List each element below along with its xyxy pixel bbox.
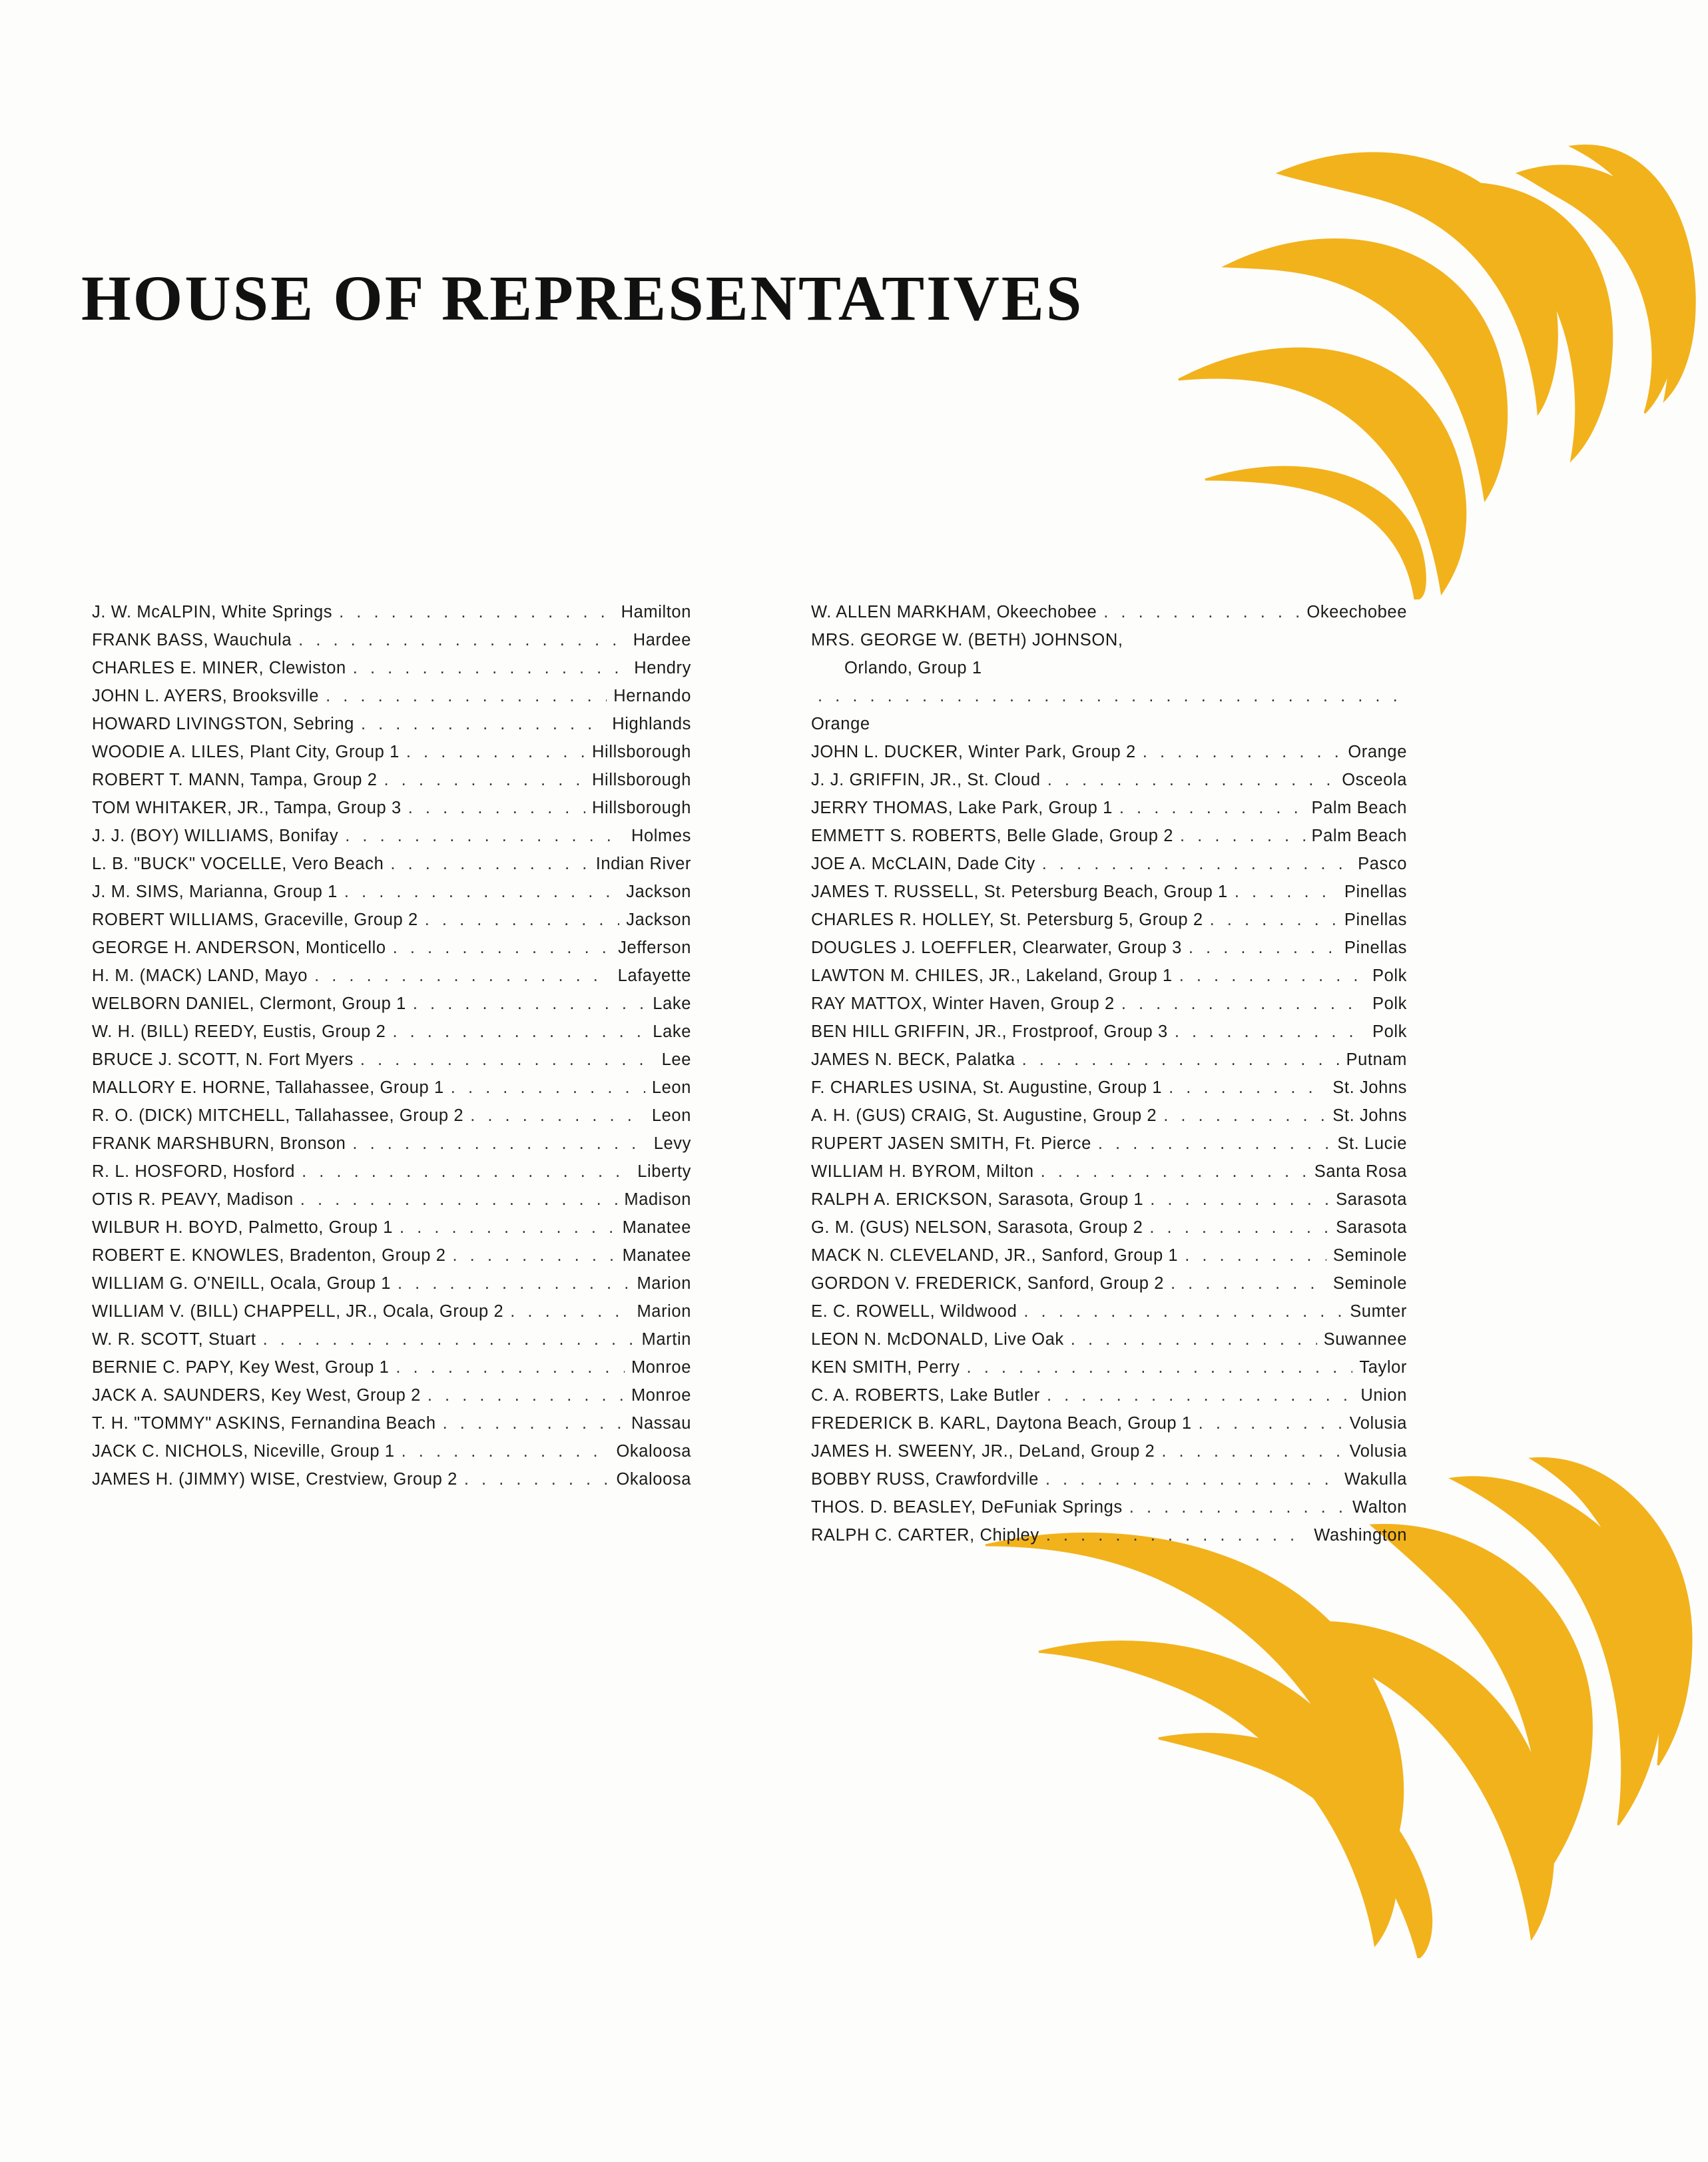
- county-name: Pinellas: [1344, 938, 1407, 957]
- member-name: WOODIE A. LILES, Plant City, Group 1: [92, 743, 400, 761]
- county-name: Volusia: [1349, 1442, 1407, 1461]
- member-entry: [811, 1465, 1407, 1493]
- member-name: J. W. McALPIN, White Springs: [92, 603, 333, 621]
- county-name: St. Johns: [1332, 1106, 1407, 1125]
- member-entry: [811, 1353, 1407, 1381]
- dot-leader: [360, 1046, 655, 1074]
- dot-leader: [1071, 1325, 1317, 1353]
- dot-leader: [1023, 1297, 1343, 1325]
- county-name: Marion: [637, 1274, 691, 1293]
- dot-leader: [1235, 878, 1338, 906]
- member-entry: [811, 1242, 1407, 1269]
- dot-leader: [1161, 1437, 1342, 1465]
- member-name: JOHN L. DUCKER, Winter Park, Group 2: [811, 743, 1136, 761]
- member-entry: [92, 598, 691, 626]
- county-name: Manatee: [622, 1246, 691, 1265]
- county-name: Sumter: [1350, 1302, 1407, 1321]
- county-name: St. Lucie: [1337, 1134, 1407, 1153]
- county-name: Polk: [1372, 966, 1407, 985]
- member-name: W. H. (BILL) REEDY, Eustis, Group 2: [92, 1022, 386, 1041]
- dot-leader: [413, 990, 646, 1018]
- member-entry: [811, 1158, 1407, 1186]
- dot-leader: [1150, 1186, 1329, 1214]
- member-entry: [92, 682, 691, 710]
- county-name: Osceola: [1342, 771, 1407, 789]
- member-name: WILLIAM H. BYROM, Milton: [811, 1162, 1034, 1181]
- dot-leader: [300, 1186, 618, 1214]
- member-entry: [811, 850, 1407, 878]
- page-title: HOUSE OF REPRESENTATIVES: [81, 262, 1084, 334]
- member-entry: [92, 654, 691, 682]
- county-name: Seminole: [1332, 1246, 1407, 1265]
- member-name: LAWTON M. CHILES, JR., Lakeland, Group 1: [811, 966, 1173, 985]
- county-name: Jackson: [626, 883, 691, 901]
- county-name: Okeechobee: [1306, 603, 1407, 621]
- member-name: JOHN L. AYERS, Brooksville: [92, 687, 320, 705]
- member-name: JAMES H. SWEENY, JR., DeLand, Group 2: [811, 1442, 1155, 1461]
- member-name: ROBERT T. MANN, Tampa, Group 2: [92, 771, 378, 789]
- member-entry: [811, 1214, 1407, 1242]
- member-entry: [92, 1381, 691, 1409]
- county-name: Polk: [1372, 994, 1407, 1013]
- member-entry: [92, 934, 691, 962]
- member-entry: [92, 1325, 691, 1353]
- member-name: JACK A. SAUNDERS, Key West, Group 2: [92, 1386, 421, 1405]
- county-name: Sarasota: [1336, 1218, 1407, 1237]
- county-name: Lake: [653, 1022, 691, 1041]
- dot-leader: [392, 1018, 646, 1046]
- county-name: Leon: [651, 1078, 691, 1097]
- member-entry: [811, 934, 1407, 962]
- member-name: BERNIE C. PAPY, Key West, Group 1: [92, 1358, 390, 1377]
- member-entry: [92, 1186, 691, 1214]
- dot-leader: [1041, 1158, 1308, 1186]
- member-name: ROBERT WILLIAMS, Graceville, Group 2: [92, 910, 418, 929]
- county-name: Walton: [1352, 1498, 1407, 1517]
- member-entry: [92, 1297, 691, 1325]
- member-entry: [92, 850, 691, 878]
- member-entry: [811, 1186, 1407, 1214]
- dot-leader: [339, 598, 614, 626]
- county-name: Wakulla: [1344, 1470, 1407, 1489]
- member-name: GEORGE H. ANDERSON, Monticello: [92, 938, 386, 957]
- member-name: BOBBY RUSS, Crawfordville: [811, 1470, 1039, 1489]
- dot-leader: [384, 766, 586, 794]
- member-entry: [811, 1130, 1407, 1158]
- member-name: R. O. (DICK) MITCHELL, Tallahassee, Group 2: [92, 1106, 464, 1125]
- county-name: Monroe: [631, 1358, 691, 1377]
- member-name: TOM WHITAKER, JR., Tampa, Group 3: [92, 799, 402, 817]
- member-name: E. C. ROWELL, Wildwood: [811, 1302, 1017, 1321]
- member-name: JAMES H. (JIMMY) WISE, Crestview, Group 2: [92, 1470, 457, 1489]
- member-entry: [92, 1214, 691, 1242]
- member-entry: [92, 822, 691, 850]
- member-name: BEN HILL GRIFFIN, JR., Frostproof, Group 3: [811, 1022, 1168, 1041]
- member-name: T. H. "TOMMY" ASKINS, Fernandina Beach: [92, 1414, 436, 1433]
- county-name: Jefferson: [618, 938, 691, 957]
- member-name: EMMETT S. ROBERTS, Belle Glade, Group 2: [811, 827, 1173, 845]
- dot-leader: [1098, 1130, 1330, 1158]
- member-name: WILLIAM V. (BILL) CHAPPELL, JR., Ocala, Group 2: [92, 1302, 504, 1321]
- member-name: MACK N. CLEVELAND, JR., Sanford, Group 1: [811, 1246, 1179, 1265]
- dot-leader: [1143, 738, 1342, 766]
- member-name: JACK C. NICHOLS, Niceville, Group 1: [92, 1442, 395, 1461]
- member-entry: [92, 1102, 691, 1130]
- dot-leader: [1189, 934, 1338, 962]
- dot-leader: [1210, 906, 1338, 934]
- county-name: St. Johns: [1332, 1078, 1407, 1097]
- dot-leader: [1047, 766, 1336, 794]
- dot-leader: [1185, 1242, 1326, 1269]
- member-name: MALLORY E. HORNE, Tallahassee, Group 1: [92, 1078, 444, 1097]
- member-name: CHARLES E. MINER, Clewiston: [92, 659, 346, 677]
- county-name: Nassau: [631, 1414, 691, 1433]
- sunburst-ornament-top: [1092, 133, 1705, 599]
- county-name: Okaloosa: [616, 1442, 691, 1461]
- member-entry: [811, 1437, 1407, 1465]
- dot-leader: [402, 1437, 610, 1465]
- dot-leader: [326, 682, 607, 710]
- member-name: JERRY THOMAS, Lake Park, Group 1: [811, 799, 1113, 817]
- dot-leader: [390, 850, 589, 878]
- member-name-continuation: Orlando, Group 1: [844, 659, 982, 677]
- county-name: Taylor: [1359, 1358, 1407, 1377]
- member-entry: [92, 1074, 691, 1102]
- county-name: Monroe: [631, 1386, 691, 1405]
- member-entry: [92, 1409, 691, 1437]
- member-name: C. A. ROBERTS, Lake Butler: [811, 1386, 1040, 1405]
- county-name: Putnam: [1346, 1050, 1407, 1069]
- member-name: H. M. (MACK) LAND, Mayo: [92, 966, 308, 985]
- dot-leader: [396, 1353, 625, 1381]
- dot-leader: [1045, 1465, 1338, 1493]
- member-name: OTIS R. PEAVY, Madison: [92, 1190, 294, 1209]
- dot-leader: [1042, 850, 1351, 878]
- county-name: Hillsborough: [592, 743, 691, 761]
- dot-leader: [302, 1158, 631, 1186]
- county-name: Hernando: [613, 687, 691, 705]
- member-name: J. M. SIMS, Marianna, Group 1: [92, 883, 338, 901]
- member-entry: [92, 1046, 691, 1074]
- member-entry: [811, 822, 1407, 850]
- dot-leader: [353, 654, 627, 682]
- member-name: J. J. (BOY) WILLIAMS, Bonifay: [92, 827, 339, 845]
- member-name: BRUCE J. SCOTT, N. Fort Myers: [92, 1050, 354, 1069]
- dot-leader: [1119, 794, 1305, 822]
- member-entry: [92, 1158, 691, 1186]
- county-name: Okaloosa: [616, 1470, 691, 1489]
- county-name: Lafayette: [617, 966, 691, 985]
- dot-leader: [406, 738, 585, 766]
- member-entry: [92, 710, 691, 738]
- county-name: Madison: [624, 1190, 691, 1209]
- member-name: MRS. GEORGE W. (BETH) JOHNSON,: [811, 631, 1123, 649]
- member-name: WILBUR H. BOYD, Palmetto, Group 1: [92, 1218, 394, 1237]
- member-entry: [811, 1269, 1407, 1297]
- member-name: ROBERT E. KNOWLES, Bradenton, Group 2: [92, 1246, 446, 1265]
- dot-leader: [967, 1353, 1353, 1381]
- county-name: Pinellas: [1344, 883, 1407, 901]
- dot-leader: [425, 906, 620, 934]
- member-entry: [92, 1130, 691, 1158]
- dot-leader: [393, 934, 611, 962]
- member-name: A. H. (GUS) CRAIG, St. Augustine, Group 2: [811, 1106, 1157, 1125]
- county-name: Hillsborough: [592, 799, 691, 817]
- member-entry: [811, 1074, 1407, 1102]
- member-entry: [92, 1242, 691, 1269]
- county-name: Santa Rosa: [1314, 1162, 1407, 1181]
- dot-leader: [464, 1465, 610, 1493]
- dot-leader: [1047, 1381, 1354, 1409]
- member-name: DOUGLES J. LOEFFLER, Clearwater, Group 3: [811, 938, 1182, 957]
- member-entry: [811, 906, 1407, 934]
- member-name: CHARLES R. HOLLEY, St. Petersburg 5, Group 2: [811, 910, 1203, 929]
- dot-leader: [510, 1297, 630, 1325]
- member-entry: [92, 906, 691, 934]
- county-name: Jackson: [626, 910, 691, 929]
- dot-leader: [1163, 1102, 1326, 1130]
- member-name: GORDON V. FREDERICK, Sanford, Group 2: [811, 1274, 1165, 1293]
- dot-leader: [1129, 1493, 1346, 1521]
- member-name: THOS. D. BEASLEY, DeFuniak Springs: [811, 1498, 1123, 1517]
- dot-leader: [1046, 1521, 1308, 1549]
- member-entry: [92, 1465, 691, 1493]
- dot-leader: [1149, 1214, 1329, 1242]
- dot-leader: [1121, 990, 1366, 1018]
- member-entry: [811, 766, 1407, 794]
- dot-leader: [452, 1242, 615, 1269]
- county-name: Polk: [1372, 1022, 1407, 1041]
- member-name: RALPH A. ERICKSON, Sarasota, Group 1: [811, 1190, 1144, 1209]
- county-name: Washington: [1314, 1526, 1407, 1545]
- member-entry: [811, 1521, 1407, 1549]
- county-name: Indian River: [595, 855, 691, 873]
- member-entry: [811, 1493, 1407, 1521]
- member-entry: [811, 794, 1407, 822]
- member-entry: [811, 878, 1407, 906]
- member-entry: [811, 1297, 1407, 1325]
- dot-leader: [344, 878, 619, 906]
- member-name: KEN SMITH, Perry: [811, 1358, 960, 1377]
- member-entry: [92, 1269, 691, 1297]
- member-name: RUPERT JASEN SMITH, Ft. Pierce: [811, 1134, 1091, 1153]
- member-entry: [92, 794, 691, 822]
- member-name: JAMES N. BECK, Palatka: [811, 1050, 1015, 1069]
- dot-leader: [345, 822, 625, 850]
- county-name: Hardee: [633, 631, 691, 649]
- member-entry: [811, 626, 1407, 738]
- member-name: RAY MATTOX, Winter Haven, Group 2: [811, 994, 1115, 1013]
- member-name: WELBORN DANIEL, Clermont, Group 1: [92, 994, 406, 1013]
- county-name: Hendry: [634, 659, 691, 677]
- county-name: Lee: [661, 1050, 691, 1069]
- dot-leader: [443, 1409, 625, 1437]
- dot-leader: [398, 1269, 630, 1297]
- county-name: Orange: [1348, 743, 1407, 761]
- dot-leader: [298, 626, 627, 654]
- member-entry: [811, 598, 1407, 626]
- dot-leader: [352, 1130, 647, 1158]
- dot-leader: [263, 1325, 635, 1353]
- member-entry: [811, 1018, 1407, 1046]
- member-entry: [92, 738, 691, 766]
- dot-leader: [408, 794, 585, 822]
- dot-leader: [314, 962, 611, 990]
- county-name: Highlands: [612, 715, 691, 733]
- county-name: Marion: [637, 1302, 691, 1321]
- dot-leader: [818, 682, 1400, 710]
- member-name: FRANK MARSHBURN, Bronson: [92, 1134, 346, 1153]
- dot-leader: [1199, 1409, 1343, 1437]
- county-name: Martin: [641, 1330, 691, 1349]
- dot-leader: [1179, 962, 1366, 990]
- county-name: Palm Beach: [1311, 799, 1407, 817]
- member-entry: [92, 1353, 691, 1381]
- dot-leader: [361, 710, 605, 738]
- right-column: [811, 598, 1407, 1549]
- member-name: W. R. SCOTT, Stuart: [92, 1330, 256, 1349]
- county-name: Pinellas: [1344, 910, 1407, 929]
- member-name: RALPH C. CARTER, Chipley: [811, 1526, 1039, 1545]
- dot-leader: [1022, 1046, 1340, 1074]
- member-name: L. B. "BUCK" VOCELLE, Vero Beach: [92, 855, 384, 873]
- dot-leader: [1175, 1018, 1366, 1046]
- member-name: FREDERICK B. KARL, Daytona Beach, Group 1: [811, 1414, 1192, 1433]
- member-entry: [92, 766, 691, 794]
- member-name: JAMES T. RUSSELL, St. Petersburg Beach, Group 1: [811, 883, 1228, 901]
- member-name: J. J. GRIFFIN, JR., St. Cloud: [811, 771, 1041, 789]
- dot-leader: [400, 1214, 616, 1242]
- county-name: Hamilton: [621, 603, 691, 621]
- member-name: LEON N. McDONALD, Live Oak: [811, 1330, 1064, 1349]
- dot-leader: [1103, 598, 1300, 626]
- member-name: JOE A. McCLAIN, Dade City: [811, 855, 1035, 873]
- county-name: Hillsborough: [592, 771, 691, 789]
- member-entry: [92, 962, 691, 990]
- member-entry: [92, 878, 691, 906]
- dot-leader: [1171, 1269, 1326, 1297]
- member-name: FRANK BASS, Wauchula: [92, 631, 292, 649]
- county-name: Palm Beach: [1311, 827, 1407, 845]
- county-name: Lake: [653, 994, 691, 1013]
- county-name: Manatee: [622, 1218, 691, 1237]
- dot-leader: [470, 1102, 645, 1130]
- member-entry: [811, 738, 1407, 766]
- member-entry: [811, 1325, 1407, 1353]
- member-name: WILLIAM G. O'NEILL, Ocala, Group 1: [92, 1274, 392, 1293]
- left-column: [92, 598, 691, 1493]
- member-entry: [811, 962, 1407, 990]
- member-name: R. L. HOSFORD, Hosford: [92, 1162, 296, 1181]
- county-name: Leon: [651, 1106, 691, 1125]
- member-name: HOWARD LIVINGSTON, Sebring: [92, 715, 354, 733]
- county-name: Levy: [653, 1134, 691, 1153]
- member-entry: [811, 1381, 1407, 1409]
- county-name: Pasco: [1358, 855, 1407, 873]
- county-name: Liberty: [637, 1162, 691, 1181]
- member-name: W. ALLEN MARKHAM, Okeechobee: [811, 603, 1097, 621]
- dot-leader: [451, 1074, 645, 1102]
- county-name: Sarasota: [1336, 1190, 1407, 1209]
- member-entry: [811, 1409, 1407, 1437]
- member-entry: [811, 1046, 1407, 1074]
- dot-leader: [427, 1381, 625, 1409]
- county-name: Volusia: [1349, 1414, 1407, 1433]
- member-entry: [811, 1102, 1407, 1130]
- county-name: Orange: [811, 715, 870, 733]
- member-entry: [811, 990, 1407, 1018]
- dot-leader: [1180, 822, 1305, 850]
- county-name: Union: [1360, 1386, 1407, 1405]
- member-entry: [92, 626, 691, 654]
- county-name: Seminole: [1332, 1274, 1407, 1293]
- member-name: F. CHARLES USINA, St. Augustine, Group 1: [811, 1078, 1163, 1097]
- dot-leader: [1169, 1074, 1326, 1102]
- member-entry: [92, 1437, 691, 1465]
- county-name: Suwannee: [1323, 1330, 1407, 1349]
- member-entry: [92, 1018, 691, 1046]
- county-name: Holmes: [631, 827, 691, 845]
- member-name: G. M. (GUS) NELSON, Sarasota, Group 2: [811, 1218, 1143, 1237]
- member-entry: [92, 990, 691, 1018]
